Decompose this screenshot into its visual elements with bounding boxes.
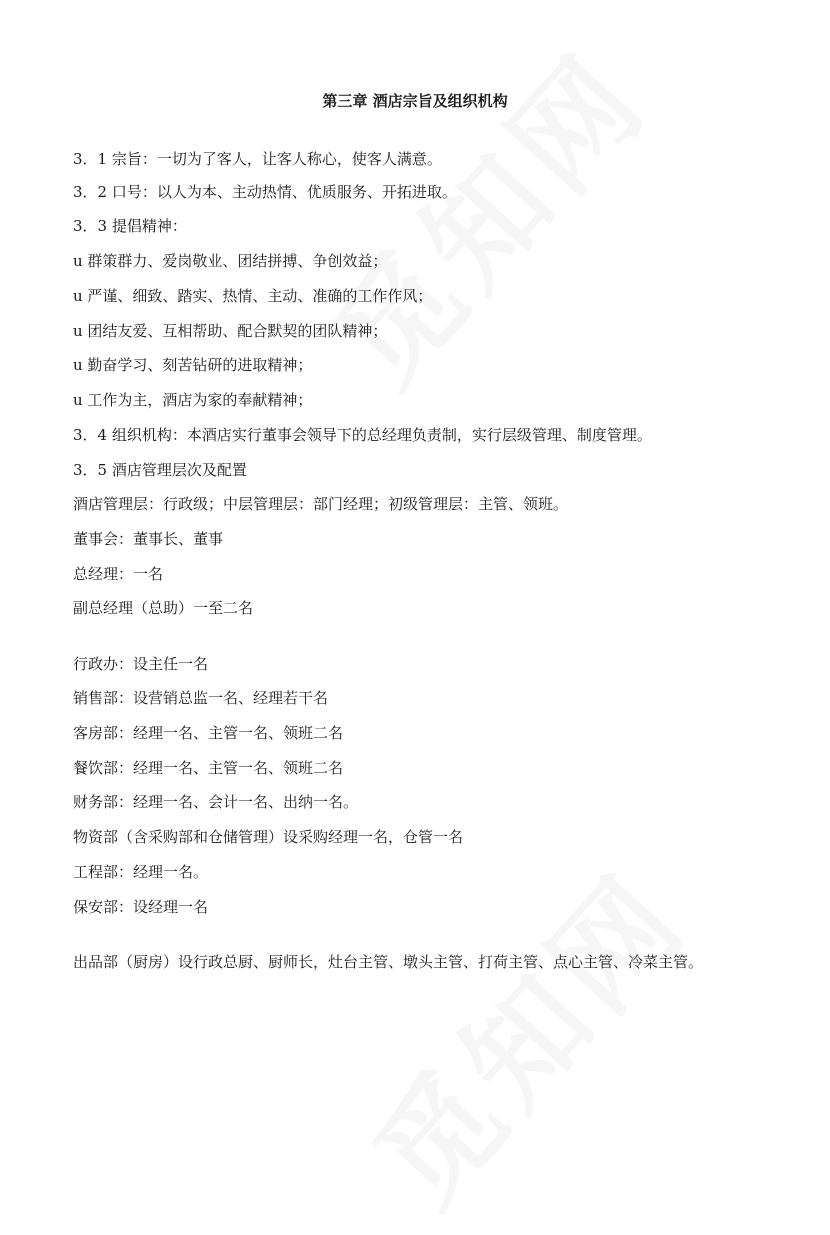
watermark-bottom xyxy=(330,830,719,1235)
spirit-item: u 勤奋学习、刻苦钻研的进取精神； xyxy=(73,356,313,374)
section-3-4-organization: 3．4 组织机构：本酒店实行董事会领导下的总经理负责制，实行层级管理、制度管理。 xyxy=(73,426,652,444)
page-title: 第三章 酒店宗旨及组织机构 xyxy=(322,92,508,110)
department-materials: 物资部（含采购部和仓储管理）设采购经理一名，仓管一名 xyxy=(73,828,464,846)
department-housekeeping: 客房部：经理一名、主管一名、领班二名 xyxy=(73,724,344,742)
department-finance: 财务部：经理一名、会计一名、出纳一名。 xyxy=(73,793,359,811)
management-levels-text: 酒店管理层：行政级；中层管理层：部门经理；初级管理层：主管、领班。 xyxy=(73,495,569,513)
section-3-2-slogan: 3．2 口号：以人为本、主动热情、优质服务、开拓进取。 xyxy=(73,183,457,201)
spirit-item: u 团结友爱、互相帮助、配合默契的团队精神； xyxy=(73,322,388,340)
department-kitchen: 出品部（厨房）设行政总厨、厨师长，灶台主管、墩头主管、打荷主管、点心主管、冷菜主管。 xyxy=(73,953,704,971)
general-manager: 总经理：一名 xyxy=(73,565,164,583)
spirit-item: u 群策群力、爱岗敬业、团结拼搏、争创效益； xyxy=(73,252,388,270)
section-3-1-purpose: 3．1 宗旨：一切为了客人，让客人称心，使客人满意。 xyxy=(73,150,442,168)
department-admin-office: 行政办：设主任一名 xyxy=(73,655,209,673)
section-3-5-management-levels: 3．5 酒店管理层次及配置 xyxy=(73,461,247,479)
department-food-beverage: 餐饮部：经理一名、主管一名、领班二名 xyxy=(73,759,344,777)
watermark xyxy=(290,10,679,415)
deputy-general-manager: 副总经理（总助）一至二名 xyxy=(73,599,254,617)
department-sales: 销售部：设营销总监一名、经理若干名 xyxy=(73,689,329,707)
department-engineering: 工程部：经理一名。 xyxy=(73,863,209,881)
board-of-directors: 董事会：董事长、董事 xyxy=(73,530,224,548)
spirit-item: u 严谨、细致、踏实、热情、主动、准确的工作作风； xyxy=(73,287,433,305)
spirit-item: u 工作为主，酒店为家的奉献精神； xyxy=(73,391,313,409)
department-security: 保安部：设经理一名 xyxy=(73,898,209,916)
section-3-3-spirit-heading: 3．3 提倡精神： xyxy=(73,217,187,235)
